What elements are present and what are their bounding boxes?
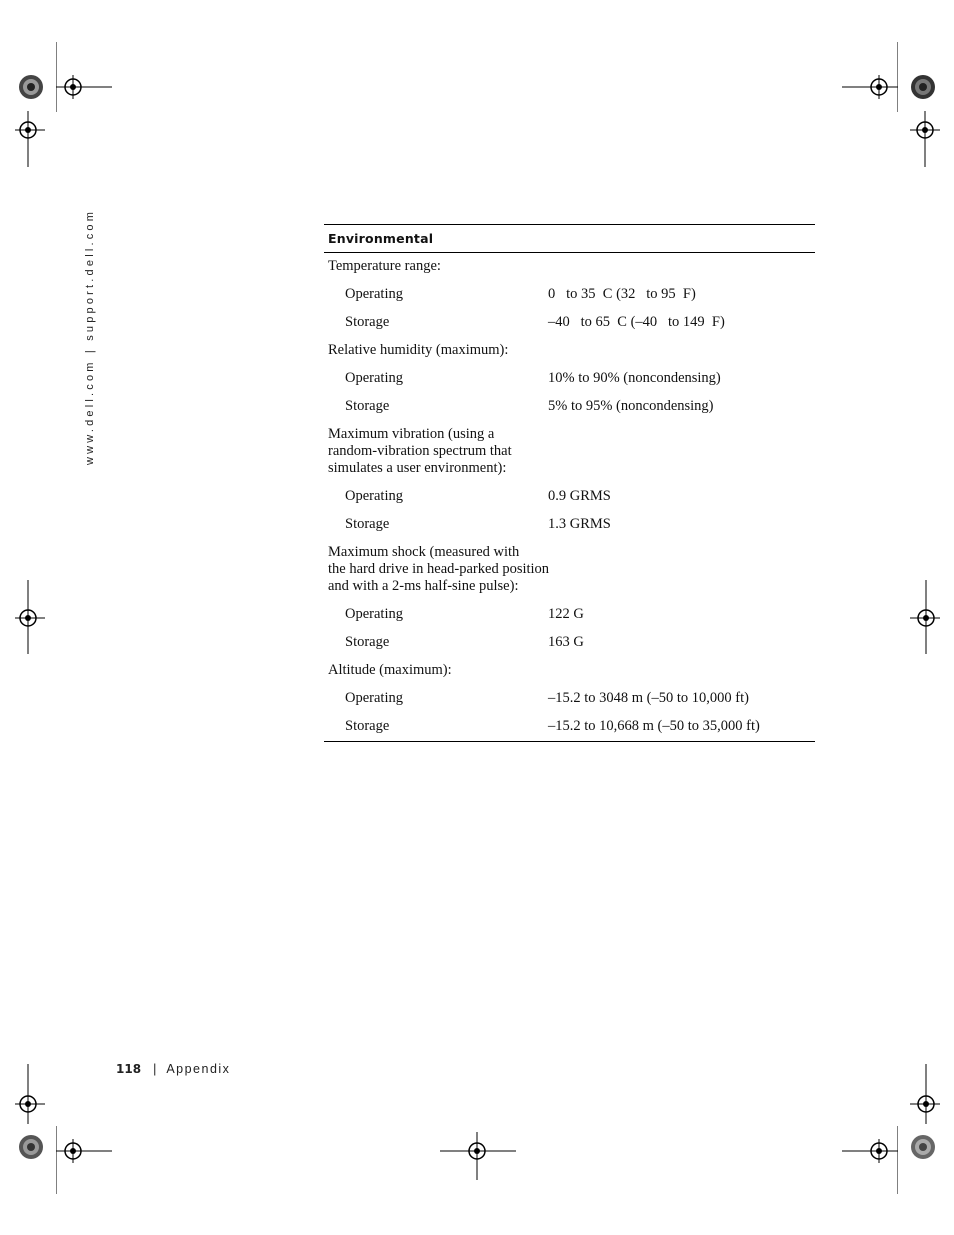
spec-label: Relative humidity (maximum): bbox=[328, 342, 509, 358]
spec-value: 5% to 95% (noncondensing) bbox=[548, 398, 714, 414]
spec-label: Operating bbox=[345, 690, 403, 706]
page-number: 118 bbox=[116, 1062, 142, 1076]
side-url: www.dell.com | support.dell.com bbox=[84, 208, 96, 465]
spec-value: 122 G bbox=[548, 606, 584, 622]
spec-group-row bbox=[324, 337, 815, 365]
starburst-mark-top-right bbox=[910, 74, 936, 100]
spec-label: Storage bbox=[345, 718, 390, 734]
spec-value: 0 to 35 C (32 to 95 F) bbox=[548, 286, 696, 302]
spec-label: Operating bbox=[345, 286, 403, 302]
registration-mark-left-lower bbox=[15, 1064, 45, 1124]
spec-row bbox=[324, 601, 815, 629]
spec-label: Storage bbox=[345, 516, 390, 532]
spec-label: Storage bbox=[345, 314, 390, 330]
spec-group-row bbox=[324, 539, 815, 601]
registration-mark-left-middle bbox=[15, 580, 45, 656]
spec-value: –15.2 to 3048 m (–50 to 10,000 ft) bbox=[548, 690, 749, 706]
spec-row bbox=[324, 483, 815, 511]
spec-group-row bbox=[324, 657, 815, 685]
registration-mark-right-upper bbox=[910, 111, 940, 171]
spec-group-row bbox=[324, 421, 815, 483]
registration-mark-bottom-center bbox=[440, 1132, 516, 1182]
spec-row bbox=[324, 365, 815, 393]
environmental-spec-table bbox=[324, 224, 815, 742]
spec-value: –40 to 65 C (–40 to 149 F) bbox=[548, 314, 725, 330]
page-footer bbox=[116, 1062, 230, 1076]
spec-label: Operating bbox=[345, 488, 403, 504]
spec-label: Operating bbox=[345, 606, 403, 622]
section-name: Appendix bbox=[166, 1062, 231, 1076]
spec-row bbox=[324, 309, 815, 337]
spec-value: –15.2 to 10,668 m (–50 to 35,000 ft) bbox=[548, 718, 760, 734]
registration-mark-top-right bbox=[842, 42, 898, 132]
spec-row bbox=[324, 511, 815, 539]
spec-label: Operating bbox=[345, 370, 403, 386]
spec-value: 163 G bbox=[548, 634, 584, 650]
registration-mark-bottom-right bbox=[842, 1106, 898, 1196]
registration-mark-bottom-left bbox=[56, 1106, 112, 1196]
spec-group-row bbox=[324, 253, 815, 281]
spec-row bbox=[324, 393, 815, 421]
spec-row bbox=[324, 629, 815, 657]
spec-label: Altitude (maximum): bbox=[328, 662, 452, 678]
table-heading: Environmental bbox=[324, 225, 815, 253]
spec-value: 10% to 90% (noncondensing) bbox=[548, 370, 721, 386]
spec-label: Storage bbox=[345, 398, 390, 414]
spec-label: Storage bbox=[345, 634, 390, 650]
spec-row bbox=[324, 281, 815, 309]
registration-mark-top-left bbox=[56, 42, 112, 132]
spec-value: 1.3 GRMS bbox=[548, 516, 611, 532]
registration-mark-left-upper bbox=[15, 111, 45, 171]
registration-mark-right-lower bbox=[910, 1064, 940, 1124]
spec-row bbox=[324, 713, 815, 741]
spec-label: Temperature range: bbox=[328, 258, 441, 274]
table-rows bbox=[324, 253, 815, 741]
spec-value: 0.9 GRMS bbox=[548, 488, 611, 504]
spec-row bbox=[324, 685, 815, 713]
table-bottom-rule bbox=[324, 741, 815, 742]
starburst-mark-bottom-left bbox=[18, 1134, 44, 1160]
spec-label: Maximum vibration (using a random-vibration spectrum that simulates a user environment): bbox=[328, 426, 512, 476]
starburst-mark-top-left bbox=[18, 74, 44, 100]
footer-separator: | bbox=[153, 1062, 157, 1076]
registration-mark-right-middle bbox=[910, 580, 940, 656]
starburst-mark-bottom-right bbox=[910, 1134, 936, 1160]
spec-label: Maximum shock (measured with the hard drive in head-parked position and with a 2-ms half-sine pulse): bbox=[328, 544, 550, 594]
